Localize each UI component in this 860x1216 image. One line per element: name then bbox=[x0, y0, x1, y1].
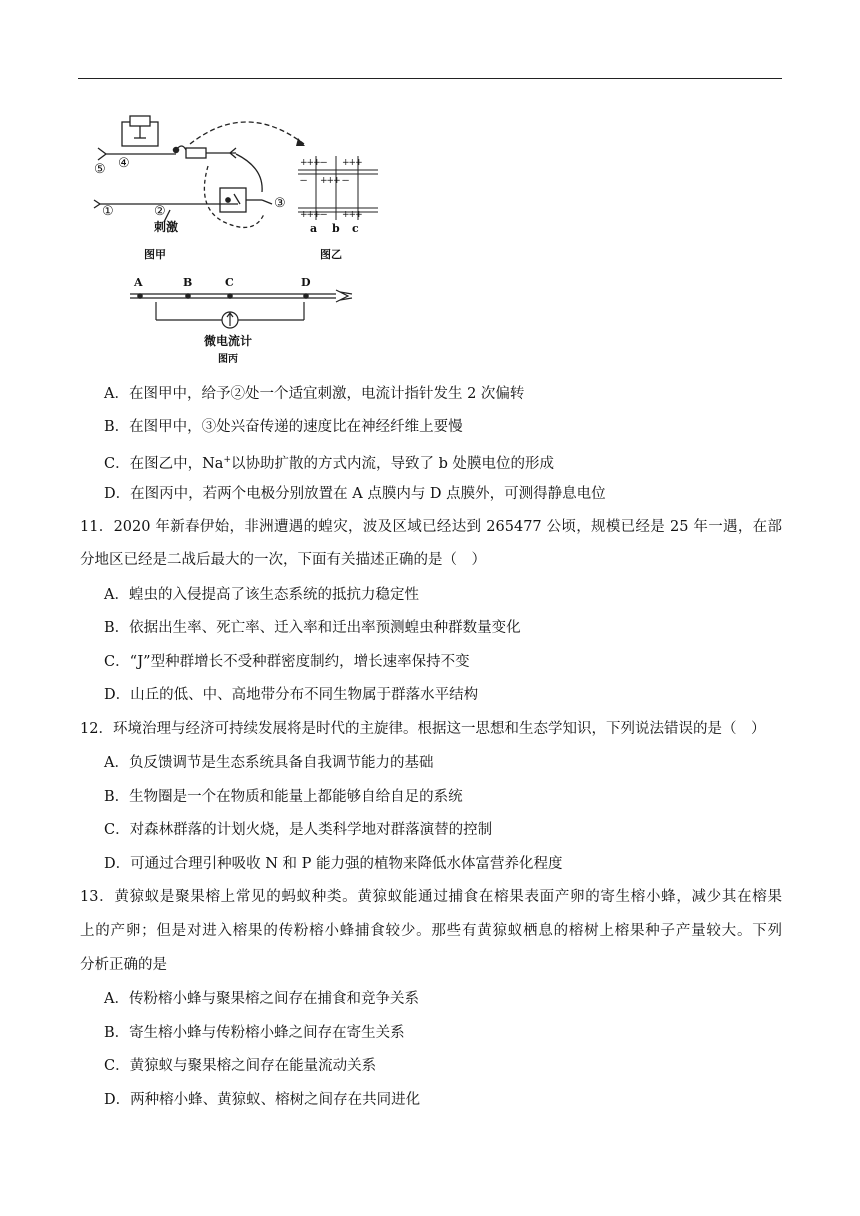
fig-c-point-d: D bbox=[301, 276, 311, 289]
q12-stem: 12．环境治理与经济可持续发展将是时代的主旋律。根据这一思想和生态学知识，下列说法错误的是（ ） bbox=[80, 721, 766, 737]
q13-stem-line2: 上的产卵；但是对进入榕果的传粉榕小蜂捕食较少。那些有黄猄蚁栖息的榕树上榕果种子产量较大。下列 bbox=[80, 923, 782, 939]
q11-option-b: B．依据出生率、死亡率、迁入率和迁出率预测蝗虫种群数量变化 bbox=[104, 620, 521, 636]
fig-b-mid-3: --- bbox=[342, 176, 349, 186]
fig-c-caption: 图丙 bbox=[218, 354, 238, 365]
fig-b-mid-2: +++ bbox=[320, 176, 340, 186]
q13-option-c: C．黄猄蚁与聚果榕之间存在能量流动关系 bbox=[104, 1058, 377, 1074]
q10-option-d: D．在图丙中，若两个电极分别放置在 A 点膜内与 D 点膜外，可测得静息电位 bbox=[104, 486, 606, 502]
q13-option-d: D．两种榕小蜂、黄猄蚁、榕树之间存在共同进化 bbox=[104, 1092, 421, 1108]
q10-option-c bbox=[104, 450, 860, 474]
fig-b-mid-1: --- bbox=[300, 176, 307, 186]
header-rule bbox=[78, 78, 782, 79]
fig-b-bottom-1: +++ bbox=[300, 210, 320, 220]
q10-option-c-post: 以协助扩散的方式内流，导致了 b 处膜电位的形成 bbox=[230, 456, 554, 472]
fig-b-tick-c: c bbox=[352, 222, 359, 235]
fig-b-bottom-2: --- bbox=[320, 210, 327, 220]
q13-option-a: A．传粉榕小蜂与聚果榕之间存在捕食和竞争关系 bbox=[104, 991, 419, 1007]
q12-option-c: C．对森林群落的计划火烧，是人类科学地对群落演替的控制 bbox=[104, 822, 493, 838]
q11-option-c: C．“J”型种群增长不受种群密度制约，增长速率保持不变 bbox=[104, 654, 470, 670]
q11-stem-line2: 分地区已经是二战后最大的一次，下面有关描述正确的是（ ） bbox=[80, 552, 486, 568]
fig-c-point-a: A bbox=[134, 276, 143, 289]
fig-a-circled-2: ② bbox=[154, 204, 166, 219]
q12-option-b: B．生物圈是一个在物质和能量上都能够自给自足的系统 bbox=[104, 789, 463, 805]
q13-stem-line1: 13．黄猄蚁是聚果榕上常见的蚂蚁种类。黄猄蚁能通过捕食在榕果表面产卵的寄生榕小蜂，减少其在榕果 bbox=[80, 889, 782, 905]
q10-option-a: A．在图甲中，给予②处一个适宜刺激，电流计指针发生 2 次偏转 bbox=[104, 386, 525, 402]
q13-option-b: B．寄生榕小蜂与传粉榕小蜂之间存在寄生关系 bbox=[104, 1025, 405, 1041]
figure-group bbox=[86, 104, 406, 364]
fig-a-stimulus-label: 刺激 bbox=[154, 220, 179, 234]
q11-option-d: D．山丘的低、中、高地带分布不同生物属于群落水平结构 bbox=[104, 687, 479, 703]
fig-a-circled-3: ③ bbox=[274, 196, 286, 211]
fig-b-tick-a: a bbox=[310, 222, 318, 235]
fig-b-top-2: --- bbox=[320, 158, 327, 168]
q10-option-c-pre: C．在图乙中，Na bbox=[104, 456, 224, 472]
fig-b-top-1: +++ bbox=[300, 158, 320, 168]
q13-stem-line3: 分析正确的是 bbox=[80, 957, 167, 973]
q11-stem-line1: 11．2020 年新春伊始，非洲遭遇的蝗灾，波及区域已经达到 265477 公顷，规模已经是 25 年一遇，在部 bbox=[80, 519, 782, 535]
fig-a-circled-1: ① bbox=[102, 204, 114, 219]
fig-a-circled-4: ④ bbox=[118, 156, 130, 171]
q12-option-a: A．负反馈调节是生态系统具备自我调节能力的基础 bbox=[104, 755, 434, 771]
fig-c-drawing bbox=[130, 290, 352, 328]
fig-c-meter-label: 微电流计 bbox=[204, 334, 253, 348]
fig-b-bottom-3: +++ bbox=[342, 210, 362, 220]
q12-option-d: D．可通过合理引种吸收 N 和 P 能力强的植物来降低水体富营养化程度 bbox=[104, 856, 563, 872]
q10-option-b: B．在图甲中，③处兴奋传递的速度比在神经纤维上要慢 bbox=[104, 419, 463, 435]
fig-c-point-b: B bbox=[183, 276, 193, 289]
fig-a-caption: 图甲 bbox=[144, 248, 166, 261]
fig-a-circled-5: ⑤ bbox=[94, 162, 106, 177]
fig-b-top-3: +++ bbox=[342, 158, 362, 168]
fig-b-tick-b: b bbox=[332, 222, 340, 235]
q11-option-a: A．蝗虫的入侵提高了该生态系统的抵抗力稳定性 bbox=[104, 587, 419, 603]
fig-b-caption: 图乙 bbox=[320, 248, 342, 261]
fig-c-point-c: C bbox=[225, 276, 234, 289]
q10-option-c-sup: + bbox=[223, 455, 231, 465]
